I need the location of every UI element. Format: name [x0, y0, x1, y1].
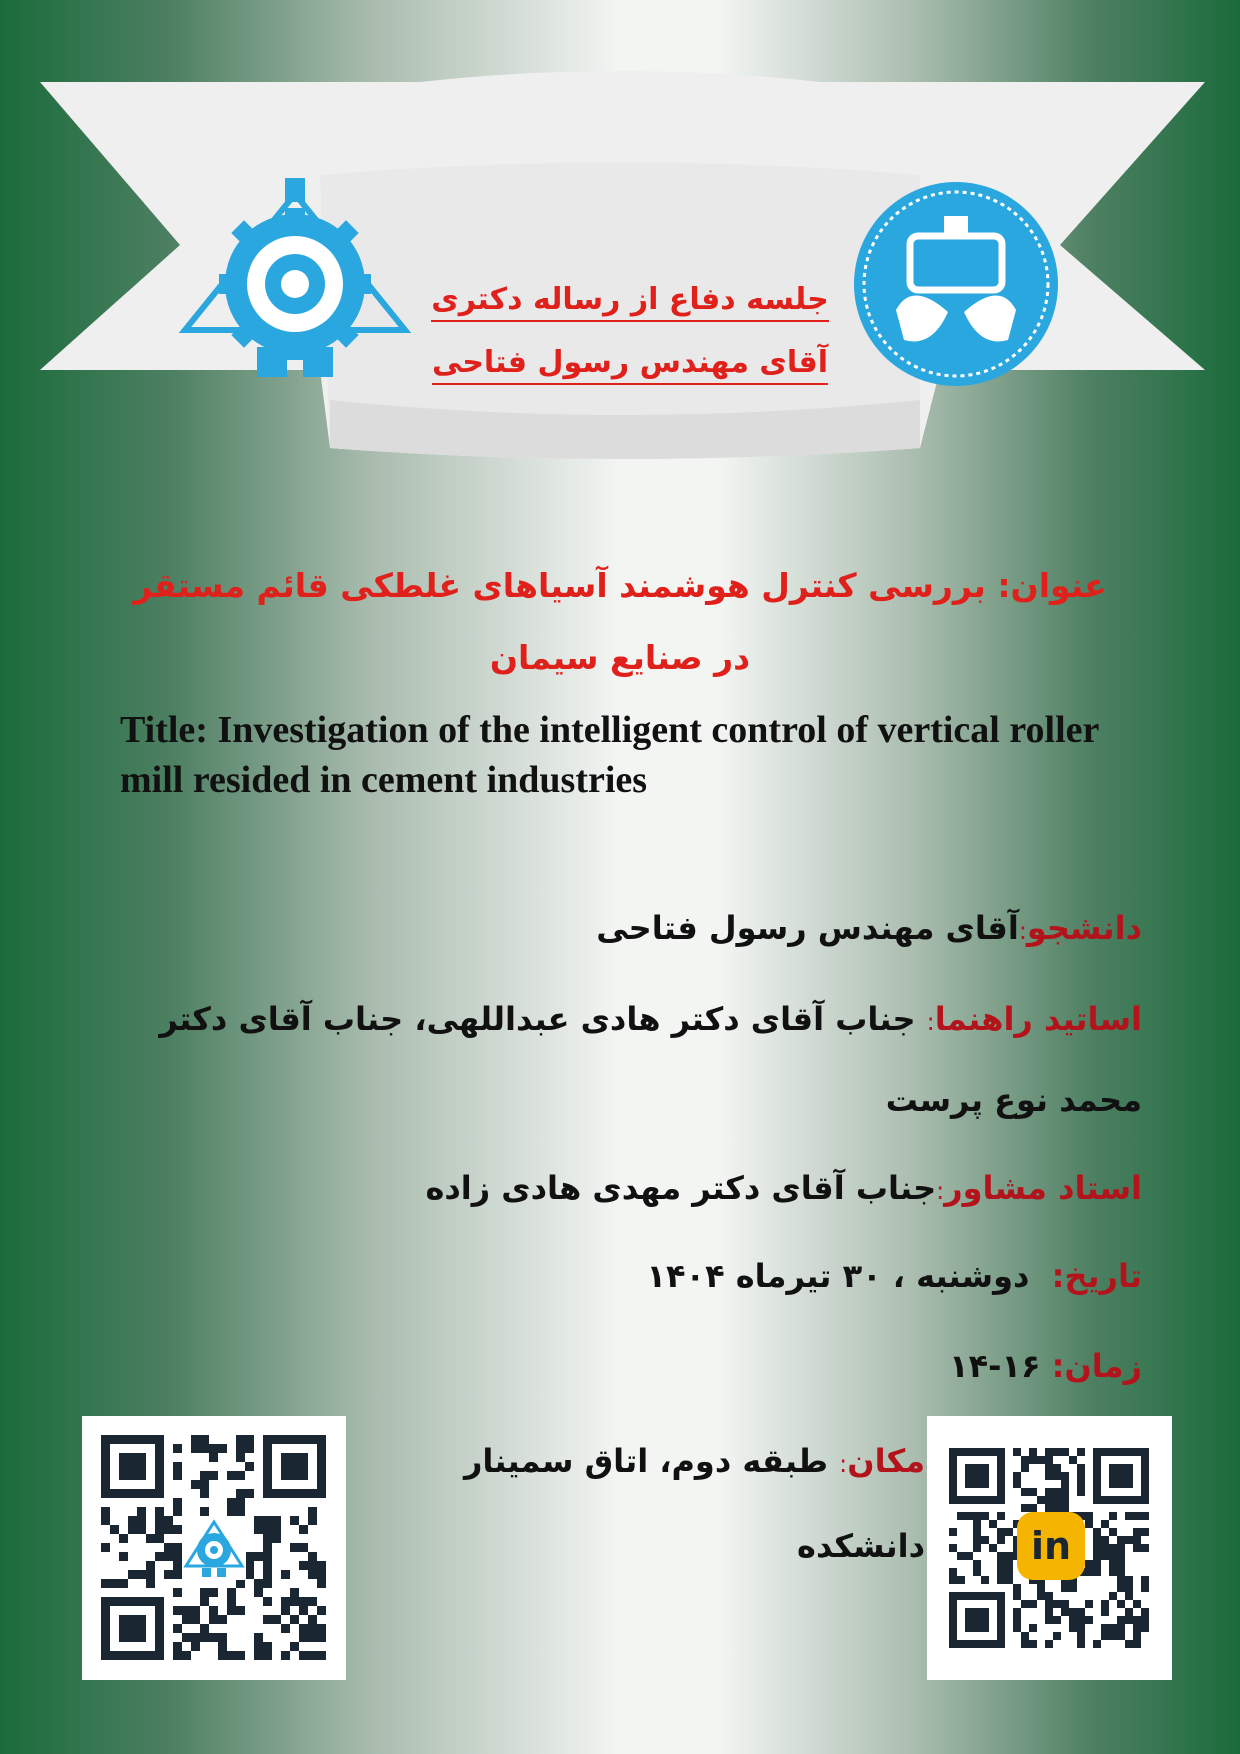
- consultant-line: استاد مشاور:جناب آقای دکتر مهدی هادی زاده: [425, 1169, 1142, 1207]
- consultant-value: جناب آقای دکتر مهدی هادی زاده: [425, 1169, 937, 1207]
- place-label: مکان: [847, 1442, 925, 1480]
- consultant-label: استاد مشاور: [944, 1169, 1142, 1207]
- date-label: تاریخ:: [1051, 1257, 1142, 1295]
- advisors-line: اساتید راهنما: جناب آقای دکتر هادی عبداللهی، جناب آقای دکتر محمد نوع پرست: [159, 1000, 1142, 1119]
- left-qr-code[interactable]: [82, 1416, 346, 1680]
- date-value: دوشنبه ، ۳۰ تیرماه ۱۴۰۴: [646, 1257, 1030, 1295]
- advisors-value: جناب آقای دکتر هادی عبداللهی، جناب آقای دکتر محمد نوع پرست: [159, 1000, 1142, 1119]
- right-qr-code[interactable]: [927, 1416, 1172, 1680]
- advisors-label: اساتید راهنما: [934, 1000, 1142, 1038]
- student-value: آقای مهندس رسول فتاحی: [596, 909, 1019, 947]
- university-logo-icon: [852, 180, 1060, 388]
- persian-title-text: بررسی کنترل هوشمند آسیاهای غلطکی قائم مستقر در صنایع سیمان: [133, 566, 986, 677]
- student-line: دانشجو:آقای مهندس رسول فتاحی: [596, 909, 1142, 947]
- time-label: زمان:: [1051, 1347, 1142, 1385]
- date-line: [110, 1238, 1142, 1314]
- faculty-logo-icon: [175, 172, 415, 387]
- student-label: دانشجو: [1026, 909, 1142, 947]
- time-line: [110, 1328, 1142, 1404]
- qr-faculty-logo-icon: [182, 1516, 246, 1580]
- time-value: ۱۶-۱۴: [949, 1347, 1041, 1385]
- banner-line-1: جلسه دفاع از رساله دکتری: [420, 282, 840, 317]
- banner-line-2: آقای مهندس رسول فتاحی: [420, 345, 840, 380]
- linkedin-icon: in: [1017, 1512, 1085, 1580]
- persian-title: [110, 550, 1130, 694]
- ribbon-banner: [0, 0, 1240, 480]
- place-value: طبقه دوم، اتاق سمینار دانشکده: [463, 1442, 925, 1565]
- persian-title-label: عنوان:: [997, 566, 1107, 605]
- place-line: مکان: طبقه دوم، اتاق سمینار دانشکده: [463, 1442, 925, 1565]
- english-title: Title: Investigation of the intelligent control of vertical roller mill resided in cement industries: [120, 709, 1099, 801]
